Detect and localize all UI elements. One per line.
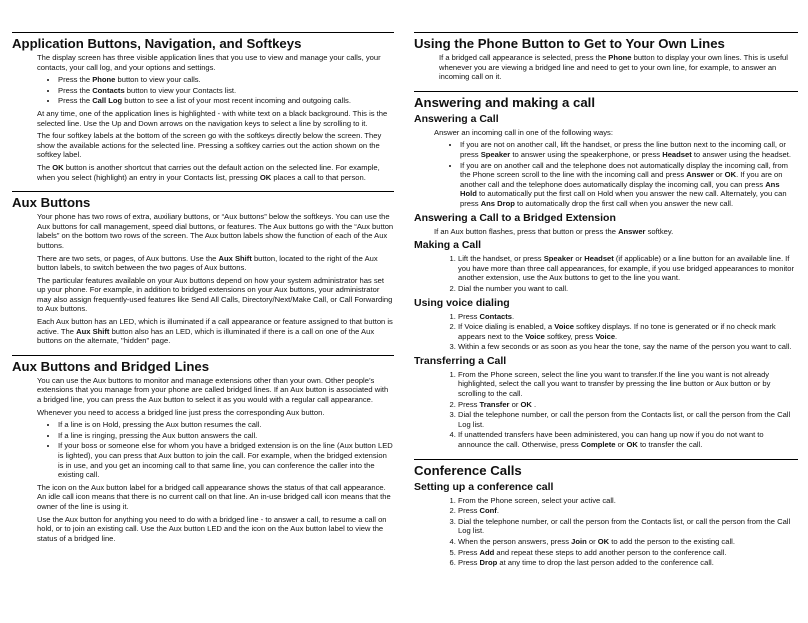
- section-title-application-buttons: Application Buttons, Navigation, and Softkeys: [12, 32, 394, 51]
- paragraph: The four softkey labels at the bottom of the screen go with the softkeys directly below the screen. They show the available actions for the selected line. Pressing a softkey carries out the action shown on the softkey label.: [37, 131, 382, 160]
- subsection-title-transferring: Transferring a Call: [414, 354, 507, 367]
- paragraph: Use the Aux button for anything you need to do with a bridged line - to answer a call, to resume a call on hold, or to join an existing call. Use the Aux button LED and the icon on the Aux button label to view the status of a bridged line.: [37, 514, 387, 543]
- paragraph: Each Aux button has an LED, which is illuminated if a call appearance or feature assigned to that button is active. The Aux Shift button also has an LED, which is illuminated if there is a call on one of the Aux buttons on the alternate, "hidden" page.: [37, 317, 393, 346]
- list-item: 1. From the Phone screen, select your active call.: [458, 496, 798, 506]
- numbered-list-voice-dialing: [414, 312, 798, 352]
- paragraph: You can use the Aux buttons to monitor and manage extensions other than your own. Other people’s extensions that you manage from your phone are called bridged lines. If an Aux button is associated with a bridged line, you can press the Aux button to select it as you would with a regular call appearance.: [37, 375, 389, 405]
- numbered-list-conference: [414, 496, 798, 568]
- numbered-list-transferring: [414, 370, 798, 450]
- list-item: • If a line is ringing, pressing the Aux button answers the call.: [58, 431, 394, 441]
- paragraph: At any time, one of the application lines is highlighted - with white text on a black background. This is the selected line. Use the Up and Down arrows on the navigation keys to select a line by scrolling to it.: [37, 108, 388, 128]
- paragraph: Your phone has two rows of extra, auxiliary buttons, or “Aux buttons” below the softkeys. You can use the Aux buttons for call management, speed dial buttons, or features. The Aux buttons go with the “Aux button labels” on the bottom two rows of the screen. The Aux button labels show the function of each of the Aux buttons.: [37, 212, 394, 250]
- list-item: 1. From the Phone screen, select the line you want to transfer.If the line you want is not already highlighted, select the call you want to transfer by pressing the line button or Aux button or by scrolling to the call.: [458, 370, 798, 399]
- numbered-list-making-call: [414, 254, 798, 293]
- list-item: 4. When the person answers, press Join or OK to add the person to the existing call.: [458, 537, 798, 547]
- subsection-title-answering: Answering a Call: [414, 112, 499, 125]
- subsection-title-setting-up-conference: Setting up a conference call: [414, 480, 554, 493]
- paragraph: Answer an incoming call in one of the following ways:: [434, 127, 613, 137]
- list-item: 3. Dial the telephone number, or call the person from the Contacts list, or call the person from the Call Log list.: [458, 410, 798, 429]
- subsection-title-making-call: Making a Call: [414, 239, 482, 252]
- list-item: 3. Within a few seconds or as soon as you hear the tone, say the name of the person you want to call.: [458, 342, 798, 352]
- paragraph: Whenever you need to access a bridged line just press the corresponding Aux button.: [37, 407, 325, 417]
- list-item: 1. Press Contacts.: [458, 312, 798, 322]
- section-title-aux-buttons: Aux Buttons: [12, 191, 394, 210]
- list-item: 5. Press Add and repeat these steps to add another person to the conference call.: [458, 548, 798, 558]
- bullet-list-bridged-lines: [12, 420, 394, 480]
- list-item: • Press the Call Log button to see a list of your most recent incoming and outgoing calls.: [58, 96, 394, 106]
- right-column: [414, 32, 798, 571]
- section-title-conference-calls: Conference Calls: [414, 459, 798, 478]
- bullet-list-answering: [414, 140, 798, 208]
- list-item: 6. Press Drop at any time to drop the last person added to the conference call.: [458, 558, 798, 568]
- list-item: • If you are not on another call, lift the handset, or press the line button next to the incoming call, or press Speaker to answer using the speakerphone, or press Headset to answer using the headset.: [460, 140, 798, 159]
- list-item: • Press the Contacts button to view your Contacts list.: [58, 86, 394, 96]
- left-column: [12, 32, 394, 546]
- paragraph: If an Aux button flashes, press that button or press the Answer softkey.: [434, 226, 674, 236]
- paragraph: The icon on the Aux button label for a bridged call appearance shows the status of that call appearance. An idle call icon means that there is no current call on that line. An in-use bridged call icon means that the owner of the line is using it.: [37, 482, 391, 511]
- list-item: 3. Dial the telephone number, or call the person from the Contacts list, or call the person from the Call Log list.: [458, 517, 798, 536]
- list-item: • If you are on another call and the telephone does not automatically display the incoming call, from the Phone screen scroll to the line with the incoming call and press Answer or OK. If you are on another call and the telephone does automatically display the incoming call, you can press Ans Hold to automatically put the first call on Hold when you answer the new call. Alternately, you can press Ans Drop to automatically drop the first call when you answer the new call.: [460, 161, 798, 209]
- list-item: • If your boss or someone else for whom you have a bridged extension is on the line (Aux button LED is lighted), you can press that Aux button to join the call. For example, when the bridged extension is in use, and you get an incoming call to that same line, you can conference the caller into the existing call.: [58, 441, 394, 479]
- list-item: 4. If unattended transfers have been administered, you can hang up now if you do not want to announce the call. Otherwise, press Complete or OK to transfer the call.: [458, 430, 798, 449]
- list-item: 2. Dial the number you want to call.: [458, 284, 798, 294]
- section-title-answering-making: Answering and making a call: [414, 91, 798, 110]
- paragraph: If a bridged call appearance is selected, press the Phone button to display your own lines. This is useful whenever you are viewing a bridged line and need to get to your own line, for example, to answer an incoming call on it.: [439, 53, 788, 82]
- list-item: • Press the Phone button to view your calls.: [58, 75, 394, 85]
- paragraph: There are two sets, or pages, of Aux buttons. Use the Aux Shift button, located to the right of the Aux button labels, to switch between the two pages of Aux buttons.: [37, 253, 378, 273]
- subsection-title-bridged-extension: Answering a Call to a Bridged Extension: [414, 211, 616, 224]
- list-item: • If a line is on Hold, pressing the Aux button resumes the call.: [58, 420, 394, 430]
- list-item: 1. Lift the handset, or press Speaker or Headset (if applicable) or a line button for an available line. If you have more than three call appearances, for example, if you use bridged appearances to monitor another extension, use the Aux buttons to get to the line you want.: [458, 254, 798, 283]
- list-item: 2. If Voice dialing is enabled, a Voice softkey displays. If no tone is generated or if no check mark appears next to the Voice softkey, press Voice.: [458, 322, 798, 341]
- bullet-list-application-buttons: [12, 75, 394, 106]
- section-title-phone-button: Using the Phone Button to Get to Your Own Lines: [414, 32, 798, 51]
- paragraph: The particular features available on your Aux buttons depend on how your system administrator has set up your phone. For example, in addition to bridged extensions on your Aux buttons, your administrator may also assign frequently-used features like Send All Calls, Directory/Next/Make Call, or Call Forwarding to Aux buttons.: [37, 275, 393, 314]
- section-title-aux-bridged-lines: Aux Buttons and Bridged Lines: [12, 355, 394, 374]
- subsection-title-voice-dialing: Using voice dialing: [414, 296, 510, 309]
- paragraph: The display screen has three visible application lines that you use to view and manage your calls, your contacts, your call log, and your options and settings.: [37, 53, 381, 72]
- paragraph: The OK button is another shortcut that carries out the default action on the selected line. For example, when you select (highlight) an entry in your Contacts list, pressing OK places a call to that person.: [37, 162, 380, 182]
- list-item: 2. Press Transfer or OK .: [458, 400, 798, 410]
- list-item: 2. Press Conf.: [458, 506, 798, 516]
